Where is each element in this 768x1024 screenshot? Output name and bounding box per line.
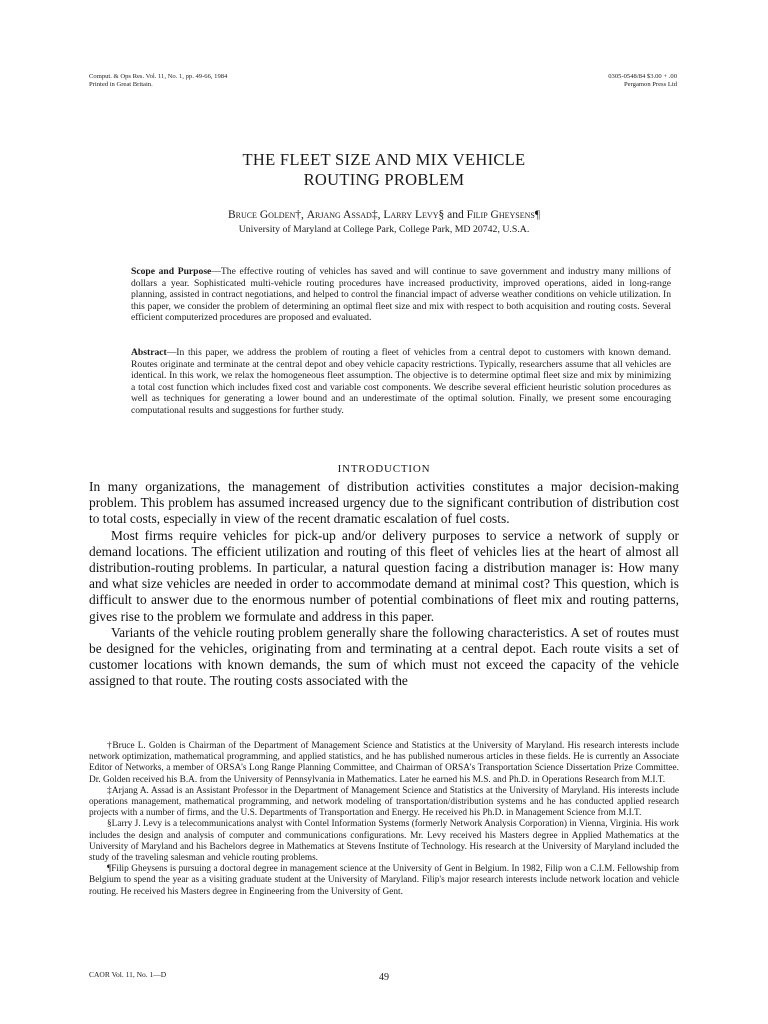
paper-title	[0, 150, 768, 190]
footnote-assad: ‡Arjang A. Assad is an Assistant Professor in the Department of Management Science and Statistics at the University of Maryland. His interests include operations management, mathematical programming, and network modeling of transportation/distribution systems and he has conducted applied research projects with a number of firms, and the U.S. Departments of Transportation and Energy. He received his Ph.D. in Management Science from M.I.T.	[89, 785, 679, 819]
paragraph: In many organizations, the management of distribution activities constitutes a major decision-making problem. This problem has assumed increased urgency due to the significant contribution of distribution cost to total costs, especially in view of the recent dramatic escalation of fuel costs.	[89, 479, 679, 527]
journal-footer: CAOR Vol. 11, No. 1—D	[89, 970, 167, 979]
author-separator: ,	[300, 209, 307, 221]
citation-line: Comput. & Ops Res. Vol. 11, No. 1, pp. 49-66, 1984	[89, 73, 228, 80]
scope-and-purpose	[131, 266, 671, 324]
abstract-label: Abstract	[131, 347, 167, 358]
author-gheysens: Filip Gheysens¶	[466, 209, 541, 221]
introduction-body	[89, 479, 679, 690]
paragraph: Variants of the vehicle routing problem generally share the following characteristics. A set of routes must be designed for the vehicles, originating from and terminating at a central depot. Each route visits a set of customer locations with known demands, the sum of which must not exceed the capacity of the vehicle assigned to that route. The routing costs associated with the	[89, 624, 679, 689]
footnote-golden: †Bruce L. Golden is Chairman of the Department of Management Science and Statistics at the University of Maryland. His research interests include network optimization, mathematical programming, and applied statistics, and he has published numerous articles in these fields. He is currently an Associate Editor of Networks, a member of ORSA's Long Range Planning Committee, and Chairman of ORSA's Transportation Science Dissertation Prize Committee. Dr. Golden received his B.A. from the University of Pennsylvania in Mathematics. Later he earned his M.S. and Ph.D. in Operations Research from M.I.T.	[89, 741, 679, 785]
author-golden: Bruce Golden†	[227, 209, 301, 221]
paragraph: Most firms require vehicles for pick-up and/or delivery purposes to service a network of supply or demand locations. The efficient utilization and routing of this fleet of vehicles lies at the heart of almost all distribution-routing problems. In particular, a natural question facing a distribution manager is: How many and what size vehicles are needed in order to accommodate demand at minimal cost? This question, which is difficult to answer due to the enormous number of potential combinations of fleet mix and routing patterns, gives rise to the problem we formulate and address in this paper.	[89, 527, 679, 624]
footnote-gheysens: ¶Filip Gheysens is pursuing a doctoral degree in management science at the University of Gent in Belgium. In 1982, Filip won a C.I.M. Fellowship from Belgium to spend the year as a visiting graduate student at the University of Maryland. Filip's major research interests include network location and vehicle routing. He received his Masters degree in Engineering from the University of Gent.	[89, 864, 679, 897]
section-heading-introduction: INTRODUCTION	[337, 463, 431, 475]
title-line-1: THE FLEET SIZE AND MIX VEHICLE	[242, 150, 526, 169]
author-conjunction: and	[447, 209, 464, 221]
affiliation: University of Maryland at College Park, College Park, MD 20742, U.S.A.	[238, 224, 530, 235]
publisher-info	[608, 73, 677, 89]
author-assad: Arjang Assad‡	[306, 209, 378, 221]
author-separator: ,	[377, 209, 384, 221]
author-footnotes	[89, 741, 679, 898]
author-list	[0, 208, 768, 222]
printed-in-line: Printed in Great Britain.	[89, 81, 153, 88]
author-levy: Larry Levy§	[383, 209, 445, 221]
journal-citation	[89, 73, 227, 89]
abstract	[131, 347, 671, 416]
footnote-levy: §Larry J. Levy is a telecommunications analyst with Contel Information Systems (formerly Network Analysis Corporation) in Vienna, Virginia. His work includes the design and analysis of computer and communications configurations. Mr. Levy received his Masters degree in Applied Mathematics at the University of Maryland and his Bachelors degree in Mathematics at Stevens Institute of Technology. His research at the University of Maryland included the study of the traveling salesman and vehicle routing problems.	[89, 819, 679, 864]
abstract-text: —In this paper, we address the problem of routing a fleet of vehicles from a central depot to customers with known demand. Routes originate and terminate at the central depot and obey vehicle capacity restrictions. Typically, researchers assume that all vehicles are identical. In this work, we relax the homogeneous fleet assumption. The objective is to determine optimal fleet size and mix by minimizing a total cost function which includes fixed cost and variable cost components. We describe several efficient heuristic solution procedures as well as techniques for generating a lower bound and an underestimate of the optimal solution. Finally, we present some encouraging computational results and suggestions for further study.	[131, 347, 671, 416]
price-code-line: 0305-0548/84 $3.00 + .00	[608, 73, 677, 80]
scope-text: —The effective routing of vehicles has saved and will continue to save government and industry many millions of dollars a year. Sophisticated multi-vehicle routing procedures have increased productivity, improved operations, aided in long-range planning, assisted in contract negotiations, and helped to control the financial impact of adverse weather conditions on vehicle utilization. In this paper, we consider the problem of determining an optimal fleet size and mix with respect to both acquisition and routing costs. Several efficient computerized procedures are proposed and evaluated.	[131, 266, 671, 323]
page-number: 49	[379, 972, 389, 983]
title-line-2: ROUTING PROBLEM	[303, 170, 465, 189]
publisher-line: Pergamon Press Ltd	[624, 81, 677, 88]
scope-label: Scope and Purpose	[131, 266, 212, 277]
